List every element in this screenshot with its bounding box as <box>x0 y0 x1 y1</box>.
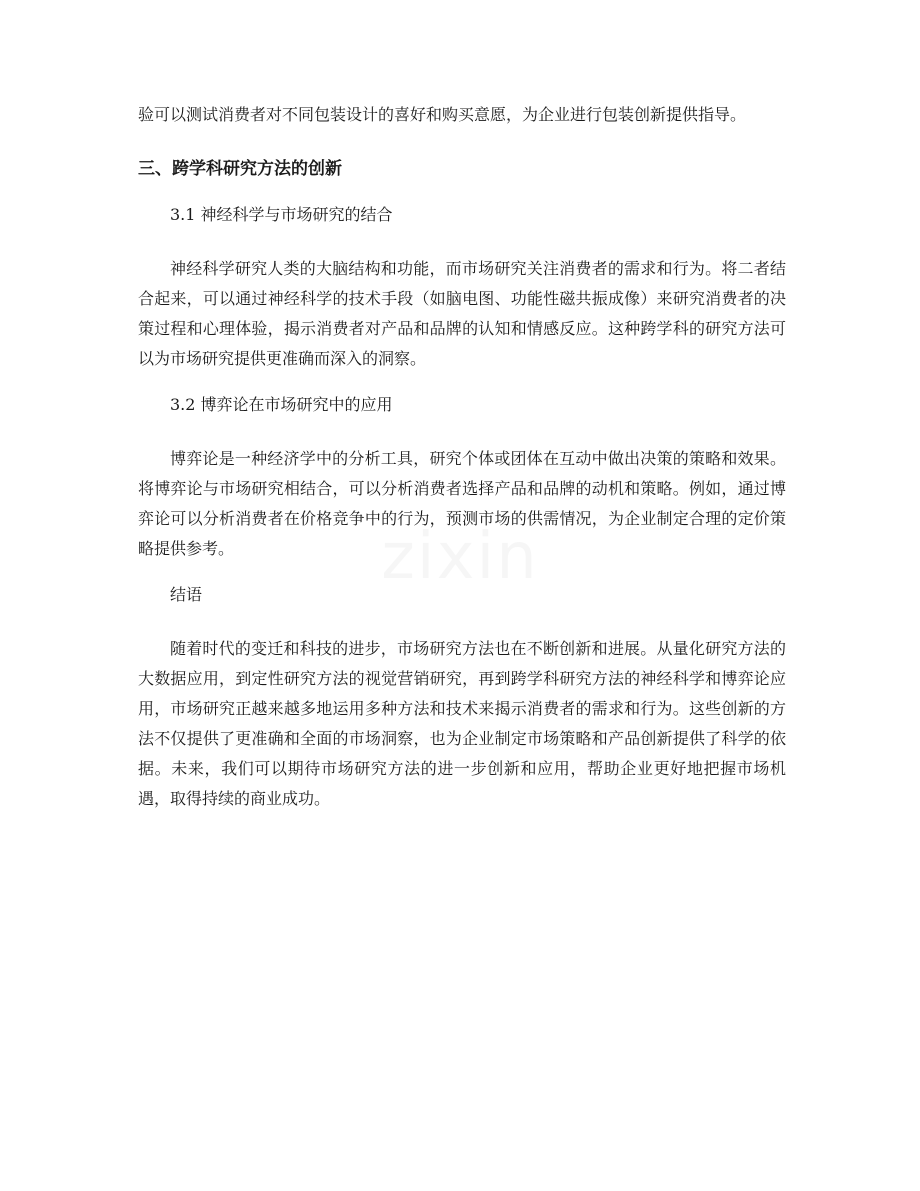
subsection-3-1-body: 神经科学研究人类的大脑结构和功能，而市场研究关注消费者的需求和行为。将二者结合起来，可以通过神经科学的技术手段（如脑电图、功能性磁共振成像）来研究消费者的决策过程和心理体验，揭示消费者对产品和品牌的认知和情感反应。这种跨学科的研究方法可以为市场研究提供更准确而深入的洞察。 <box>138 259 786 368</box>
subsection-3-2-body: 博弈论是一种经济学中的分析工具，研究个体或团体在互动中做出决策的策略和效果。将博弈论与市场研究相结合，可以分析消费者选择产品和品牌的动机和策略。例如，通过博弈论可以分析消费者在价格竞争中的行为，预测市场的供需情况，为企业制定合理的定价策略提供参考。 <box>138 449 786 558</box>
subsection-3-1-heading: 3.1 神经科学与市场研究的结合 <box>170 205 393 224</box>
document-page <box>138 100 786 814</box>
subsection-3-2-heading: 3.2 博弈论在市场研究中的应用 <box>170 395 393 414</box>
intro-paragraph: 验可以测试消费者对不同包装设计的喜好和购买意愿，为企业进行包装创新提供指导。 <box>138 105 747 124</box>
conclusion-heading: 结语 <box>170 585 203 604</box>
conclusion-body: 随着时代的变迁和科技的进步，市场研究方法也在不断创新和进展。从量化研究方法的大数据应用，到定性研究方法的视觉营销研究，再到跨学科研究方法的神经科学和博弈论应用，市场研究正越来越多地运用多种方法和技术来揭示消费者的需求和行为。这些创新的方法不仅提供了更准确和全面的市场洞察，也为企业制定市场策略和产品创新提供了科学的依据。未来，我们可以期待市场研究方法的进一步创新和应用，帮助企业更好地把握市场机遇，取得持续的商业成功。 <box>138 639 786 808</box>
section-3-heading: 三、跨学科研究方法的创新 <box>138 159 342 179</box>
